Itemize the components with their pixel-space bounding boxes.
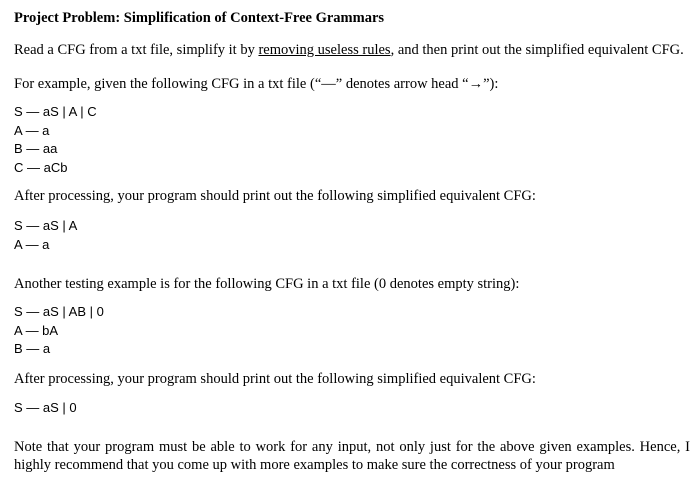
after-processing-2: After processing, your program should print out the following simplified equivalent CFG: (14, 371, 536, 387)
example2-intro: Another testing example is for the following CFG in a txt file (0 denotes empty string): (14, 276, 520, 292)
example2-result (14, 399, 77, 418)
grammar-rule: S — aS | A (14, 218, 78, 233)
example1-result (14, 217, 77, 254)
grammar-rule: C — aCb (14, 159, 68, 175)
example1-intro: For example, given the following CFG in a txt file (“—” denotes arrow head “→”): (14, 76, 499, 92)
grammar-rule: A — a (14, 122, 50, 138)
removing-useless-rules-link[interactable]: removing useless rules (258, 42, 391, 58)
intro-text-before: Read a CFG from a txt file, simplify it by (14, 42, 259, 58)
after-processing-1: After processing, your program should print out the following simplified equivalent CFG: (14, 188, 536, 204)
example1-grammar (14, 103, 97, 177)
grammar-rule: S — aS | AB | 0 (14, 304, 104, 319)
grammar-rule: A — a (14, 236, 50, 252)
grammar-rule: B — aa (14, 141, 58, 156)
grammar-rule: B — a (14, 341, 51, 356)
grammar-rule: S — aS | A | C (14, 104, 97, 119)
intro-paragraph (14, 41, 684, 59)
note-paragraph: Note that your program must be able to work for any input, not only just for the above given examples. Hence, I highly recommend that you come up with more examples to make sure the correctness of your program (14, 439, 690, 473)
grammar-rule: S — aS | 0 (14, 400, 77, 415)
example2-grammar (14, 303, 104, 359)
intro-text-after: , and then print out the simplified equivalent CFG. (390, 42, 684, 58)
page-title: Project Problem: Simplification of Context-Free Grammars (14, 10, 385, 26)
grammar-rule: A — bA (14, 322, 59, 338)
